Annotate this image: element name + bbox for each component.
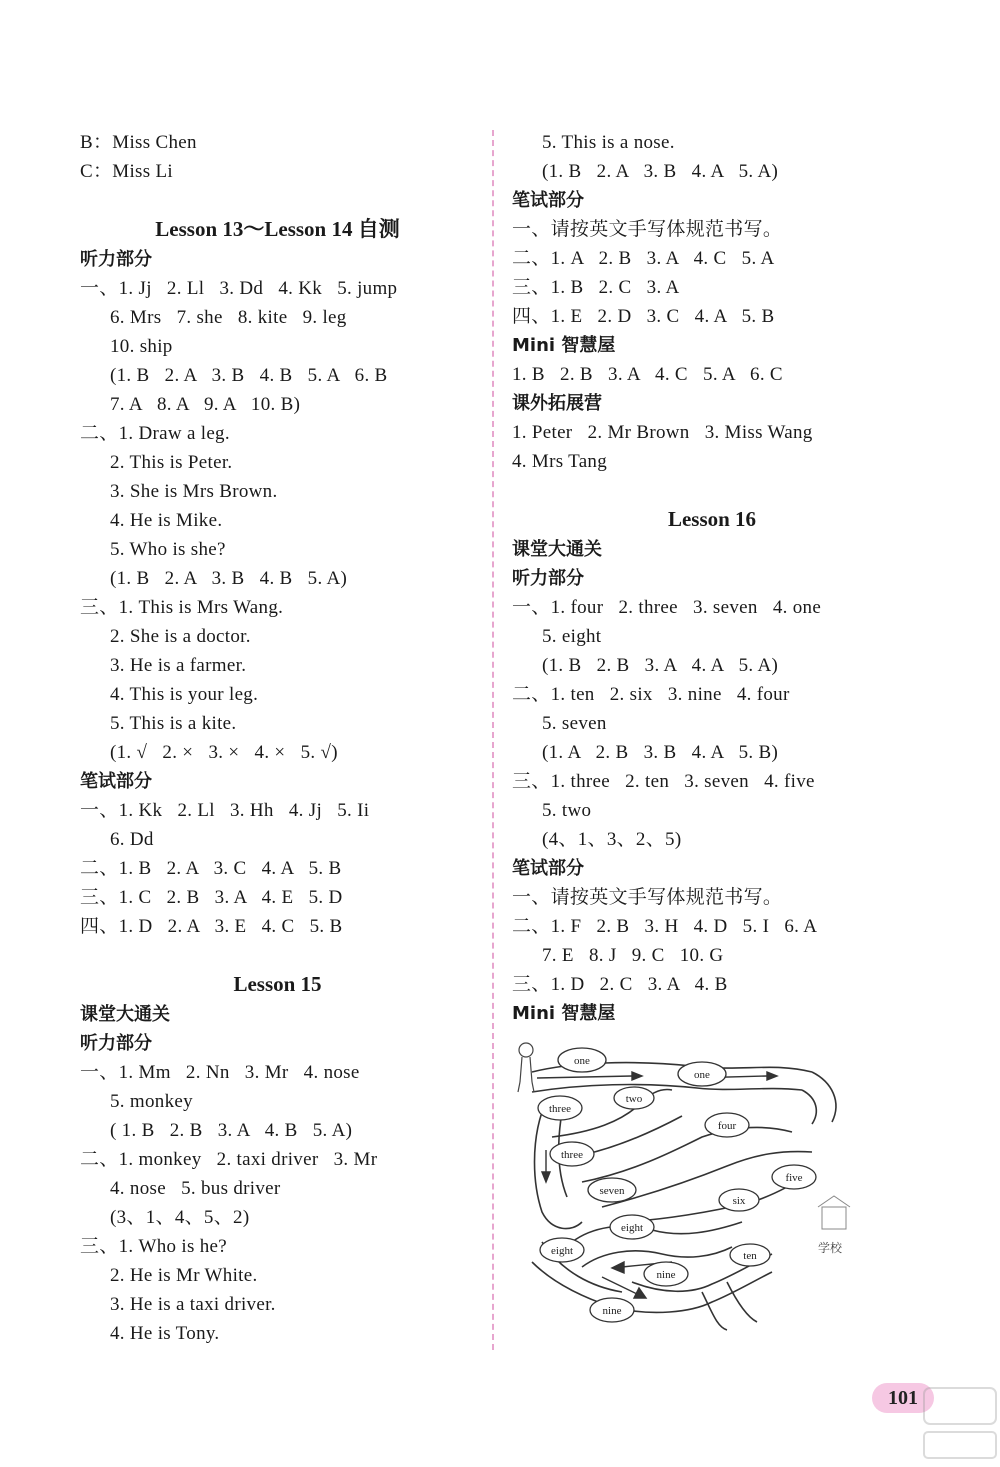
answer-line: 3. She is Mrs Brown.: [110, 481, 278, 502]
answer-line: 一、请按英文手写体规范书写。: [512, 219, 783, 240]
left-column: [80, 128, 475, 1348]
answer-line: 二、1. monkey 2. taxi driver 3. Mr: [80, 1149, 378, 1170]
maze-word-ten: ten: [743, 1250, 757, 1262]
number-maze-figure: [512, 1032, 902, 1332]
answer-line: (4、1、3、2、5): [542, 829, 682, 850]
lesson-16-title: Lesson 16: [667, 507, 757, 531]
written-heading: 笔试部分: [512, 858, 584, 879]
answer-line: 三、1. C 2. B 3. A 4. E 5. D: [80, 887, 343, 908]
column-divider: [492, 130, 494, 1350]
answer-line: 二、1. A 2. B 3. A 4. C 5. A: [512, 248, 775, 269]
answer-line: (1. B 2. A 3. B 4. B 5. A): [110, 568, 348, 589]
page-number: 101: [872, 1383, 934, 1413]
answer-line: (1. B 2. A 3. B 4. A 5. A): [542, 161, 779, 182]
answer-line: 二、1. F 2. B 3. H 4. D 5. I 6. A: [512, 916, 818, 937]
maze-word-seven: seven: [599, 1185, 625, 1197]
answer-line: 一、1. Kk 2. Ll 3. Hh 4. Jj 5. Ii: [80, 800, 370, 821]
answer-line: (3、1、4、5、2): [110, 1207, 250, 1228]
maze-svg: [512, 1032, 902, 1332]
answer-line: 四、1. E 2. D 3. C 4. A 5. B: [512, 306, 775, 327]
answer-line: 5. seven: [542, 713, 607, 734]
listening-heading: 听力部分: [80, 249, 152, 270]
class-heading: 课堂大通关: [512, 539, 602, 560]
answer-line: 4. He is Tony.: [110, 1323, 220, 1344]
maze-word-six: six: [732, 1195, 746, 1207]
answer-line: (1. B 2. A 3. B 4. B 5. A 6. B: [110, 365, 388, 386]
answer-line: 5. This is a nose.: [542, 132, 675, 153]
mini-heading: Mini 智慧屋: [512, 1003, 616, 1024]
answer-line: B：Miss Chen: [80, 132, 197, 153]
answer-line: 3. He is a taxi driver.: [110, 1294, 276, 1315]
answer-line: 1. B 2. B 3. A 4. C 5. A 6. C: [512, 364, 783, 385]
written-heading: 笔试部分: [80, 771, 152, 792]
answer-line: 4. He is Mike.: [110, 510, 223, 531]
answer-line: (1. B 2. B 3. A 4. A 5. A): [542, 655, 779, 676]
answer-line: 5. Who is she?: [110, 539, 226, 560]
answer-line: 一、1. Jj 2. Ll 3. Dd 4. Kk 5. jump: [80, 278, 398, 299]
written-heading: 笔试部分: [512, 190, 584, 211]
answer-line: 2. This is Peter.: [110, 452, 233, 473]
maze-word-nine: nine: [656, 1269, 676, 1281]
answer-line: 三、1. three 2. ten 3. seven 4. five: [512, 771, 815, 792]
answer-line: 7. E 8. J 9. C 10. G: [542, 945, 724, 966]
answer-line: 二、1. B 2. A 3. C 4. A 5. B: [80, 858, 342, 879]
right-column: [512, 128, 912, 1332]
maze-word-one: one: [694, 1069, 710, 1081]
answer-line: 5. eight: [542, 626, 602, 647]
answer-line: 2. He is Mr White.: [110, 1265, 258, 1286]
answer-line: 5. This is a kite.: [110, 713, 237, 734]
answer-line: 5. two: [542, 800, 592, 821]
answer-line: 3. He is a farmer.: [110, 655, 247, 676]
answer-line: 二、1. Draw a leg.: [80, 423, 230, 444]
answer-line: 一、1. four 2. three 3. seven 4. one: [512, 597, 822, 618]
maze-word-nine: nine: [602, 1305, 622, 1317]
listening-heading: 听力部分: [512, 568, 584, 589]
maze-word-two: two: [625, 1093, 643, 1105]
maze-word-eight: eight: [621, 1222, 643, 1234]
lesson-13-14-title: Lesson 13～Lesson 14 自测: [155, 217, 400, 241]
extension-heading: 课外拓展营: [512, 393, 602, 414]
answer-line: 10. ship: [110, 336, 173, 357]
answer-line: ( 1. B 2. B 3. A 4. B 5. A): [110, 1120, 353, 1141]
answer-line: (1. √ 2. × 3. × 4. × 5. √): [110, 742, 338, 763]
answer-line: C：Miss Li: [80, 161, 173, 182]
answer-line: 三、1. D 2. C 3. A 4. B: [512, 974, 728, 995]
answer-line: 一、1. Mm 2. Nn 3. Mr 4. nose: [80, 1062, 360, 1083]
lesson-15-title: Lesson 15: [233, 972, 322, 996]
answer-line: 四、1. D 2. A 3. E 4. C 5. B: [80, 916, 343, 937]
answer-line: 二、1. ten 2. six 3. nine 4. four: [512, 684, 790, 705]
answer-line: 5. monkey: [110, 1091, 193, 1112]
maze-word-four: four: [717, 1120, 737, 1132]
listening-heading: 听力部分: [80, 1033, 152, 1054]
answer-line: 三、1. Who is he?: [80, 1236, 227, 1257]
answer-line: 4. Mrs Tang: [512, 451, 608, 472]
mini-heading: Mini 智慧屋: [512, 335, 616, 356]
maze-word-three: three: [561, 1149, 583, 1161]
answer-line: 6. Mrs 7. she 8. kite 9. leg: [110, 307, 347, 328]
maze-word-three: three: [549, 1103, 571, 1115]
class-heading: 课堂大通关: [80, 1004, 170, 1025]
watermark-logo: [920, 1380, 1000, 1467]
answer-line: 2. She is a doctor.: [110, 626, 251, 647]
school-label: 学校: [818, 1241, 843, 1255]
answer-line: 1. Peter 2. Mr Brown 3. Miss Wang: [512, 422, 813, 443]
maze-word-five: five: [785, 1172, 803, 1184]
answer-line: 一、请按英文手写体规范书写。: [512, 887, 783, 908]
maze-word-eight: eight: [551, 1245, 573, 1257]
answer-line: 三、1. This is Mrs Wang.: [80, 597, 284, 618]
maze-word-one: one: [574, 1055, 590, 1067]
answer-line: 三、1. B 2. C 3. A: [512, 277, 680, 298]
answer-line: 6. Dd: [110, 829, 154, 850]
answer-line: 7. A 8. A 9. A 10. B): [110, 394, 301, 415]
answer-line: 4. This is your leg.: [110, 684, 259, 705]
answer-line: 4. nose 5. bus driver: [110, 1178, 281, 1199]
answer-line: (1. A 2. B 3. B 4. A 5. B): [542, 742, 779, 763]
